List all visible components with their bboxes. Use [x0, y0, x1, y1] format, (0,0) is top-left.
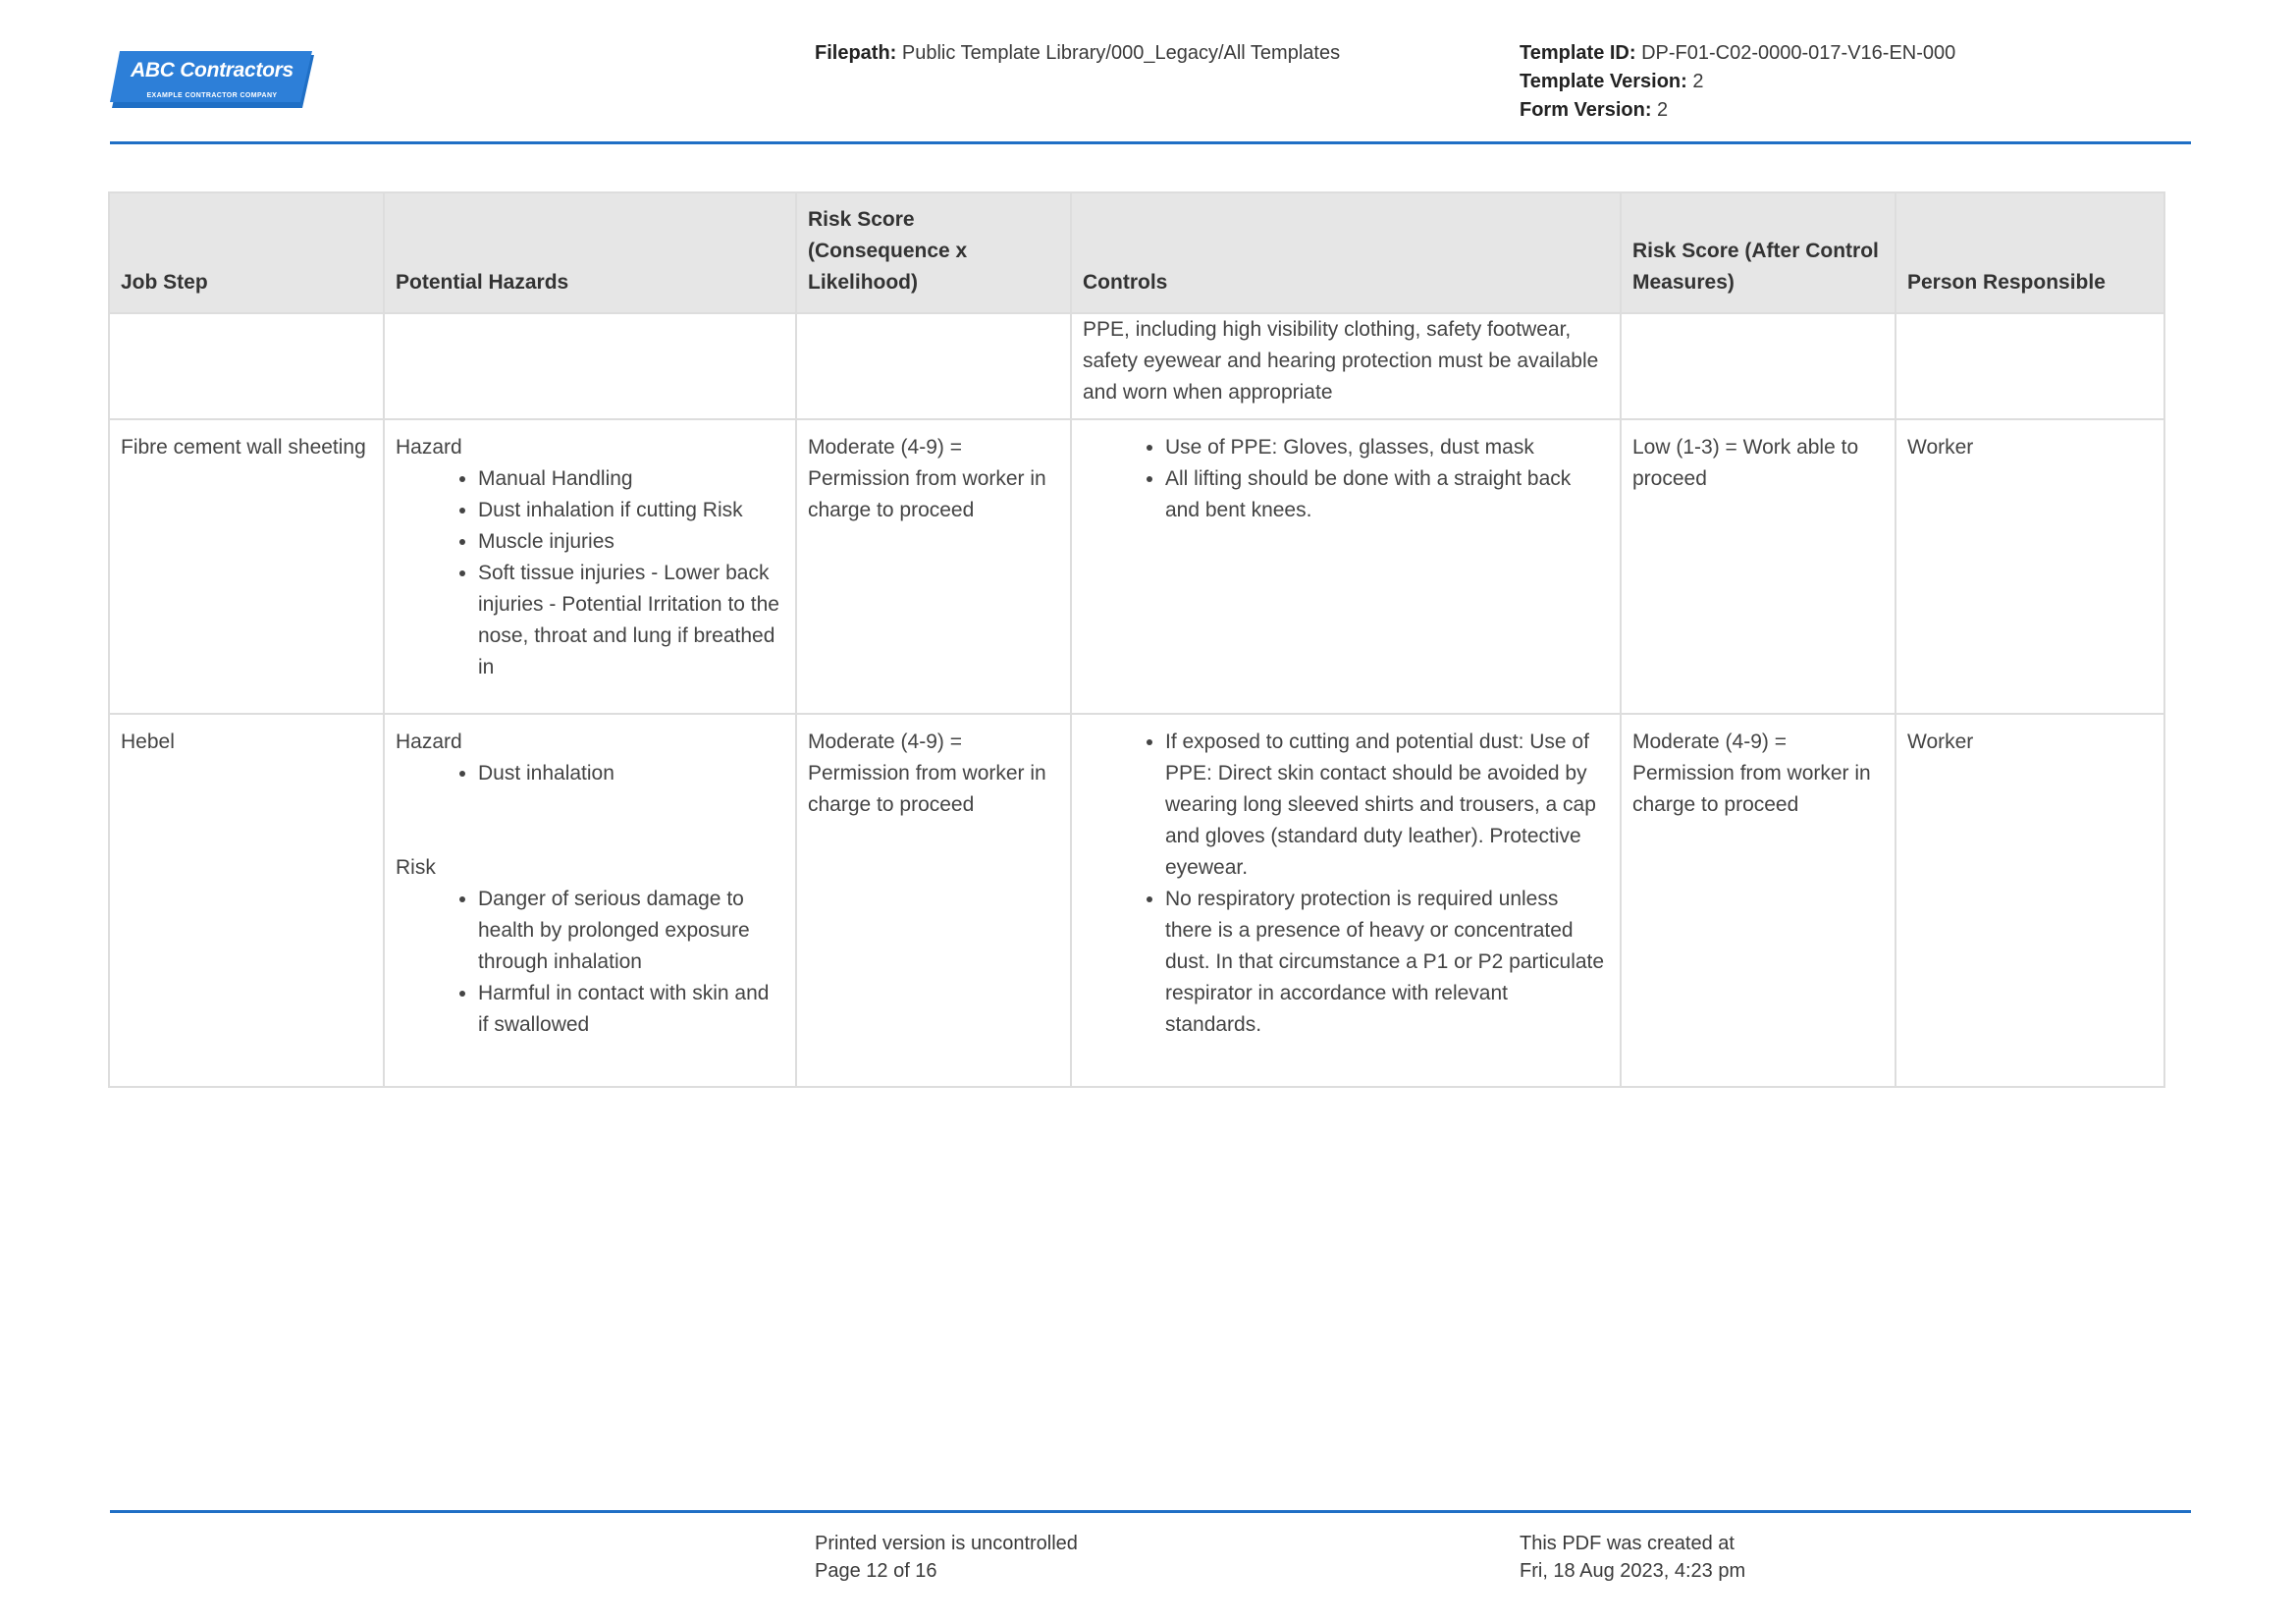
form-version-label: Form Version:	[1520, 99, 1652, 121]
header-divider	[110, 141, 2191, 144]
template-id-label: Template ID:	[1520, 42, 1636, 64]
cell-risk-after	[1621, 313, 1896, 419]
cell-risk-score: Moderate (4-9) = Permission from worker in charge to proceed	[796, 714, 1071, 1087]
table-row	[109, 714, 2164, 1087]
filepath-value: Public Template Library/000_Legacy/All Templates	[901, 42, 1341, 64]
header-risk-score: Risk Score (Consequence x Likelihood)	[796, 192, 1071, 313]
cell-job-step: Hebel	[109, 714, 384, 1087]
footer-divider	[110, 1510, 2191, 1513]
cell-risk-after: Low (1-3) = Work able to proceed	[1621, 419, 1896, 714]
controls-list	[1083, 727, 1609, 1041]
hazard-label: Hazard	[396, 436, 462, 459]
cell-hazards	[384, 419, 796, 714]
logo-subtitle: EXAMPLE CONTRACTOR COMPANY	[146, 92, 278, 99]
cell-risk-score	[796, 313, 1071, 419]
list-item: • If exposed to cutting and potential dust: Use of PPE: Direct skin contact should be avoided by wearing long sleeved shirts and trousers, a cap and gloves (standard duty leather). Protective eyewear.	[1165, 727, 1609, 884]
header-potential-hazards: Potential Hazards	[384, 192, 796, 313]
header-template-info	[1520, 39, 1955, 125]
header-risk-score-after: Risk Score (After Control Measures)	[1621, 192, 1896, 313]
cell-job-step	[109, 313, 384, 419]
cell-controls	[1071, 419, 1621, 714]
list-item: • Danger of serious damage to health by prolonged exposure through inhalation	[478, 884, 784, 978]
form-version-value: 2	[1657, 99, 1669, 121]
risk-label: Risk	[396, 856, 436, 879]
list-item: • Muscle injuries	[478, 526, 784, 558]
header-person-responsible: Person Responsible	[1896, 192, 2164, 313]
list-item: • Use of PPE: Gloves, glasses, dust mask	[1165, 432, 1609, 463]
footer-left	[815, 1530, 1078, 1585]
cell-hazards	[384, 313, 796, 419]
hazard-list	[396, 758, 784, 789]
hazard-list	[396, 463, 784, 683]
table-row	[109, 419, 2164, 714]
template-id-value: DP-F01-C02-0000-017-V16-EN-000	[1641, 42, 1956, 64]
cell-hazards	[384, 714, 796, 1087]
template-version-label: Template Version:	[1520, 71, 1687, 92]
cell-job-step: Fibre cement wall sheeting	[109, 419, 384, 714]
list-item: • No respiratory protection is required unless there is a presence of heavy or concentrated dust. In that circumstance a P1 or P2 particulate respirator in accordance with relevant standards.	[1165, 884, 1609, 1041]
list-item: • All lifting should be done with a straight back and bent knees.	[1165, 463, 1609, 526]
cell-person: Worker	[1896, 714, 2164, 1087]
list-item: • Manual Handling	[478, 463, 784, 495]
list-item: • Soft tissue injuries - Lower back injuries - Potential Irritation to the nose, throat and lung if breathed in	[478, 558, 784, 683]
logo-title: ABC Contractors	[131, 59, 294, 81]
list-item: • Dust inhalation	[478, 758, 784, 789]
footer-uncontrolled: Printed version is uncontrolled	[815, 1533, 1078, 1554]
cell-person	[1896, 313, 2164, 419]
cell-risk-score: Moderate (4-9) = Permission from worker in charge to proceed	[796, 419, 1071, 714]
table-row	[109, 313, 2164, 419]
list-item: • Dust inhalation if cutting Risk	[478, 495, 784, 526]
cell-controls: PPE, including high visibility clothing, safety footwear, safety eyewear and hearing protection must be available and worn when appropriate	[1071, 313, 1621, 419]
table-header-row	[109, 192, 2164, 313]
cell-person: Worker	[1896, 419, 2164, 714]
footer-page-number: Page 12 of 16	[815, 1560, 937, 1582]
footer-created-label: This PDF was created at	[1520, 1533, 1735, 1554]
controls-list	[1083, 432, 1609, 526]
header-filepath	[815, 39, 1340, 68]
list-item: • Harmful in contact with skin and if swallowed	[478, 978, 784, 1041]
risk-list	[396, 884, 784, 1041]
company-logo	[110, 51, 316, 112]
spacer	[396, 789, 784, 852]
footer-created-date: Fri, 18 Aug 2023, 4:23 pm	[1520, 1560, 1746, 1582]
risk-assessment-table	[108, 191, 2165, 1088]
header-controls: Controls	[1071, 192, 1621, 313]
footer-right	[1520, 1530, 1745, 1585]
filepath-label: Filepath:	[815, 42, 897, 64]
header-job-step: Job Step	[109, 192, 384, 313]
template-version-value: 2	[1692, 71, 1704, 92]
hazard-label: Hazard	[396, 730, 462, 753]
cell-risk-after: Moderate (4-9) = Permission from worker in charge to proceed	[1621, 714, 1896, 1087]
cell-controls	[1071, 714, 1621, 1087]
